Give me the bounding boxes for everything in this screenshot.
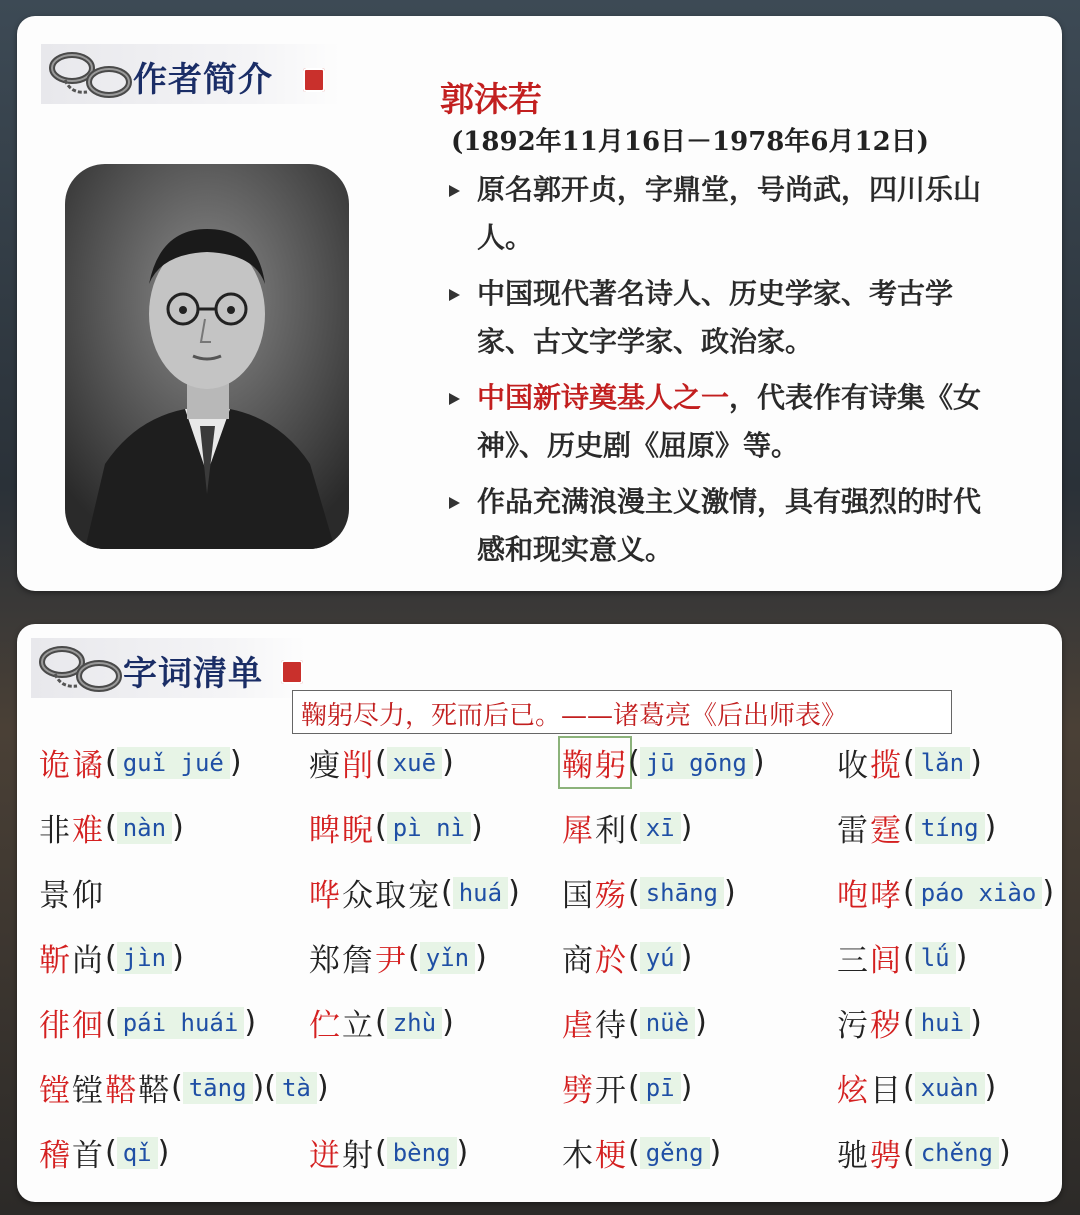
paren-open: ( [903,940,915,975]
vocab-entry [837,1130,1011,1180]
vocab-row [17,994,1062,1059]
vocab-word [562,935,628,980]
author-dates: (1892年11月16日－1978年6月12日) [451,127,929,157]
word-highlight: 虐 [562,1008,595,1044]
pinyin-label: guǐ jué [117,747,230,779]
paren-open: ( [171,1070,183,1105]
word-plain: 三 [837,943,870,979]
paren-close: ) [244,1005,257,1040]
paren-open: ( [408,940,420,975]
word-highlight: 殇 [595,878,628,914]
word-highlight: 於 [595,943,628,979]
bullet-icon [449,393,460,405]
vocab-word [39,740,105,785]
paren-open: ( [628,745,640,780]
paren-open: ( [903,1135,915,1170]
vocab-word [39,870,105,915]
word-highlight: 靳 [39,943,72,979]
vocab-word [837,870,903,915]
paren-close: ) [984,1070,997,1105]
vocab-entry [39,805,184,855]
word-plain: 非 [39,813,72,849]
vocab-entry [837,740,982,790]
vocab-entry [562,740,765,790]
pinyin-label: lǘ [915,942,956,974]
pinyin-label: tíng [915,812,985,844]
word-highlight: 尹 [375,943,408,979]
word-plain: 目 [870,1073,903,1109]
vocab-entry [837,1065,996,1115]
vocab-row [17,929,1062,994]
pinyin-label: chěng [915,1137,999,1169]
vocab-entry [837,870,1054,920]
author-name: 郭沫若 [440,80,542,120]
word-plain: 众取宠 [342,878,441,914]
vocab-word [309,1000,375,1045]
paren-close: ) [229,745,242,780]
pinyin-label: pī [640,1072,681,1104]
word-plain: 利 [595,813,628,849]
word-highlight: 揽 [870,748,903,784]
paren-close: ) [680,940,693,975]
pinyin-label: yú [640,942,681,974]
word-highlight: 犀 [562,813,595,849]
paren-close: ) [695,1005,707,1040]
word-plain: 郑詹 [309,943,375,979]
vocab-entry [39,1065,329,1115]
vocab-word [562,870,628,915]
bio-item: 中国新诗奠基人之一，代表作有诗集《女神》、历史剧《屈原》等。 [447,374,1007,470]
vocab-word [837,935,903,980]
bio-item: 原名郭开贞，字鼎堂，号尚武，四川乐山人。 [447,166,1007,262]
vocab-entry [309,740,454,790]
pinyin-label: xī [640,812,681,844]
paren-close: ) [955,940,968,975]
word-highlight: 骋 [870,1138,903,1174]
paren-open: ( [375,1135,387,1170]
vocab-entry [309,870,520,920]
section-title: 作者简介 [133,60,273,100]
paren-open: ( [903,1070,915,1105]
paren-open: ( [903,745,915,780]
paren-open: ( [375,1005,387,1040]
word-highlight: 秽 [870,1008,903,1044]
quote-text: 鞠躬尽力，死而后已。——诸葛亮《后出师表》 [301,701,848,731]
word-plain: 瘦 [309,748,342,784]
seal-stamp-icon [303,68,325,92]
word-highlight: 稽 [39,1138,72,1174]
paren-open: ( [441,875,453,910]
vocab-word [309,870,441,915]
author-portrait [65,164,349,549]
paren-close: ) [316,1070,329,1105]
vocab-word [562,805,628,850]
word-plain: 首 [72,1138,105,1174]
seal-stamp-icon [281,660,303,684]
vocab-entry [562,1065,692,1115]
vocab-entry [39,1000,256,1050]
author-bio-list [447,166,1007,582]
paren-open: ( [628,940,640,975]
paren-open: ( [375,745,387,780]
vocab-entry [837,805,996,855]
word-highlight: 咆哮 [837,878,903,914]
vocab-word [562,740,628,785]
word-highlight: 难 [72,813,105,849]
paren-close: ) [442,1005,454,1040]
vocab-card [17,624,1062,1202]
word-highlight: 伫 [309,1008,342,1044]
pinyin-label: huá [453,877,508,909]
paren-close: ) [456,1135,469,1170]
quote-box [292,690,952,734]
pinyin-label: xuàn [915,1072,985,1104]
word-plain: 污 [837,1008,870,1044]
vocab-word [837,1000,903,1045]
vocab-row [17,864,1062,929]
vocab-entry [562,1000,707,1050]
paren-open: ( [628,1070,640,1105]
paren-close: ) [470,810,483,845]
vocab-word [309,740,375,785]
bullet-icon [449,185,460,197]
paren-close: ) [752,745,765,780]
paren-open: ( [628,875,640,910]
pinyin-label: zhù [387,1007,442,1039]
vocab-word [39,1065,171,1110]
paren-close: ) [172,810,184,845]
word-highlight: 镗 [39,1073,72,1109]
paren-close: ) [680,810,693,845]
bullet-icon [449,497,460,509]
bio-item: 中国现代著名诗人、历史学家、考古学家、古文字学家、政治家。 [447,270,1007,366]
pinyin-label: jū gōng [640,747,753,779]
paren-close: ) [723,875,736,910]
vocab-entry [39,1130,169,1180]
section-header [41,44,341,104]
word-plain: 开 [595,1073,628,1109]
pinyin-label: gěng [640,1137,710,1169]
paren-close: ) [984,810,997,845]
word-plain: 商 [562,943,595,979]
word-plain: 国 [562,878,595,914]
paren-open: ( [375,810,387,845]
vocab-entry [837,1000,982,1050]
handcuffs-icon [47,46,137,104]
paren-open: ( [105,745,117,780]
vocab-entry [309,1000,454,1050]
vocab-word [309,1130,375,1175]
vocab-entry [309,805,483,855]
word-highlight: 梗 [595,1138,628,1174]
vocab-word [837,740,903,785]
word-highlight: 迸 [309,1138,342,1174]
paren-open: ( [264,1070,276,1105]
paren-close: ) [475,940,487,975]
bullet-icon [449,289,460,301]
word-plain: 镗 [72,1073,105,1109]
word-highlight: 诡谲 [39,748,105,784]
pinyin-label: pì nì [387,812,471,844]
vocab-row [17,1059,1062,1124]
word-plain: 鞳 [138,1073,171,1109]
paren-close: ) [1042,875,1055,910]
word-highlight: 鞳 [105,1073,138,1109]
vocab-entry [562,935,692,985]
paren-open: ( [903,810,915,845]
vocab-entry [562,1130,721,1180]
paren-open: ( [105,1135,117,1170]
vocab-word [309,805,375,850]
word-highlight: 徘徊 [39,1008,105,1044]
pinyin-label: nàn [117,812,172,844]
pinyin-label: lǎn [915,747,970,779]
pinyin-label: huì [915,1007,970,1039]
vocab-row [17,1124,1062,1189]
paren-close: ) [680,1070,693,1105]
paren-close: ) [157,1135,170,1170]
word-highlight: 哗 [309,878,342,914]
paren-close: ) [442,745,454,780]
vocab-entry [39,870,105,920]
word-highlight: 削 [342,748,375,784]
vocab-entry [562,870,736,920]
paren-close: ) [172,940,184,975]
vocab-entry [39,935,184,985]
pinyin-label: qǐ [117,1137,158,1169]
word-highlight: 睥睨 [309,813,375,849]
vocab-word [39,935,105,980]
pinyin-label: tāng [183,1072,253,1104]
word-plain: 尚 [72,943,105,979]
paren-close: ) [252,1070,265,1105]
author-card [17,16,1062,591]
vocab-word [837,1065,903,1110]
vocab-word [562,1130,628,1175]
pinyin-label: pái huái [117,1007,245,1039]
word-highlight: 鞠躬 [562,748,628,784]
paren-close: ) [998,1135,1011,1170]
paren-open: ( [105,810,117,845]
pinyin-label: bèng [387,1137,457,1169]
vocab-grid [17,734,1062,1189]
paren-close: ) [970,745,982,780]
bio-item: 作品充满浪漫主义激情，具有强烈的时代感和现实意义。 [447,478,1007,574]
word-plain: 木 [562,1138,595,1174]
handcuffs-icon [37,640,127,698]
pinyin-label: tà [276,1072,317,1104]
word-plain: 景仰 [39,878,105,914]
word-highlight: 霆 [870,813,903,849]
paren-close: ) [508,875,520,910]
section-header [31,638,306,698]
word-highlight: 劈 [562,1073,595,1109]
paren-open: ( [903,875,915,910]
vocab-word [837,1130,903,1175]
paren-open: ( [628,1005,640,1040]
word-plain: 立 [342,1008,375,1044]
paren-open: ( [105,1005,117,1040]
vocab-entry [562,805,692,855]
paren-open: ( [628,810,640,845]
vocab-entry [309,935,487,985]
word-plain: 驰 [837,1138,870,1174]
paren-close: ) [709,1135,722,1170]
pinyin-label: nüè [640,1007,695,1039]
word-plain: 收 [837,748,870,784]
vocab-entry [39,740,242,790]
vocab-word [562,1000,628,1045]
pinyin-label: xuē [387,747,442,779]
vocab-word [39,1130,105,1175]
pinyin-label: shāng [640,877,724,909]
paren-open: ( [105,940,117,975]
paren-close: ) [970,1005,982,1040]
word-highlight: 闾 [870,943,903,979]
vocab-word [562,1065,628,1110]
vocab-entry [309,1130,468,1180]
pinyin-label: jìn [117,942,172,974]
vocab-word [39,805,105,850]
word-plain: 射 [342,1138,375,1174]
vocab-word [39,1000,105,1045]
vocab-row [17,734,1062,799]
section-title: 字词清单 [123,654,263,694]
vocab-word [309,935,408,980]
word-plain: 雷 [837,813,870,849]
pinyin-label: páo xiào [915,877,1043,909]
paren-open: ( [628,1135,640,1170]
vocab-row [17,799,1062,864]
paren-open: ( [903,1005,915,1040]
vocab-entry [837,935,967,985]
vocab-word [837,805,903,850]
word-highlight: 炫 [837,1073,870,1109]
pinyin-label: yǐn [420,942,475,974]
word-plain: 待 [595,1008,628,1044]
